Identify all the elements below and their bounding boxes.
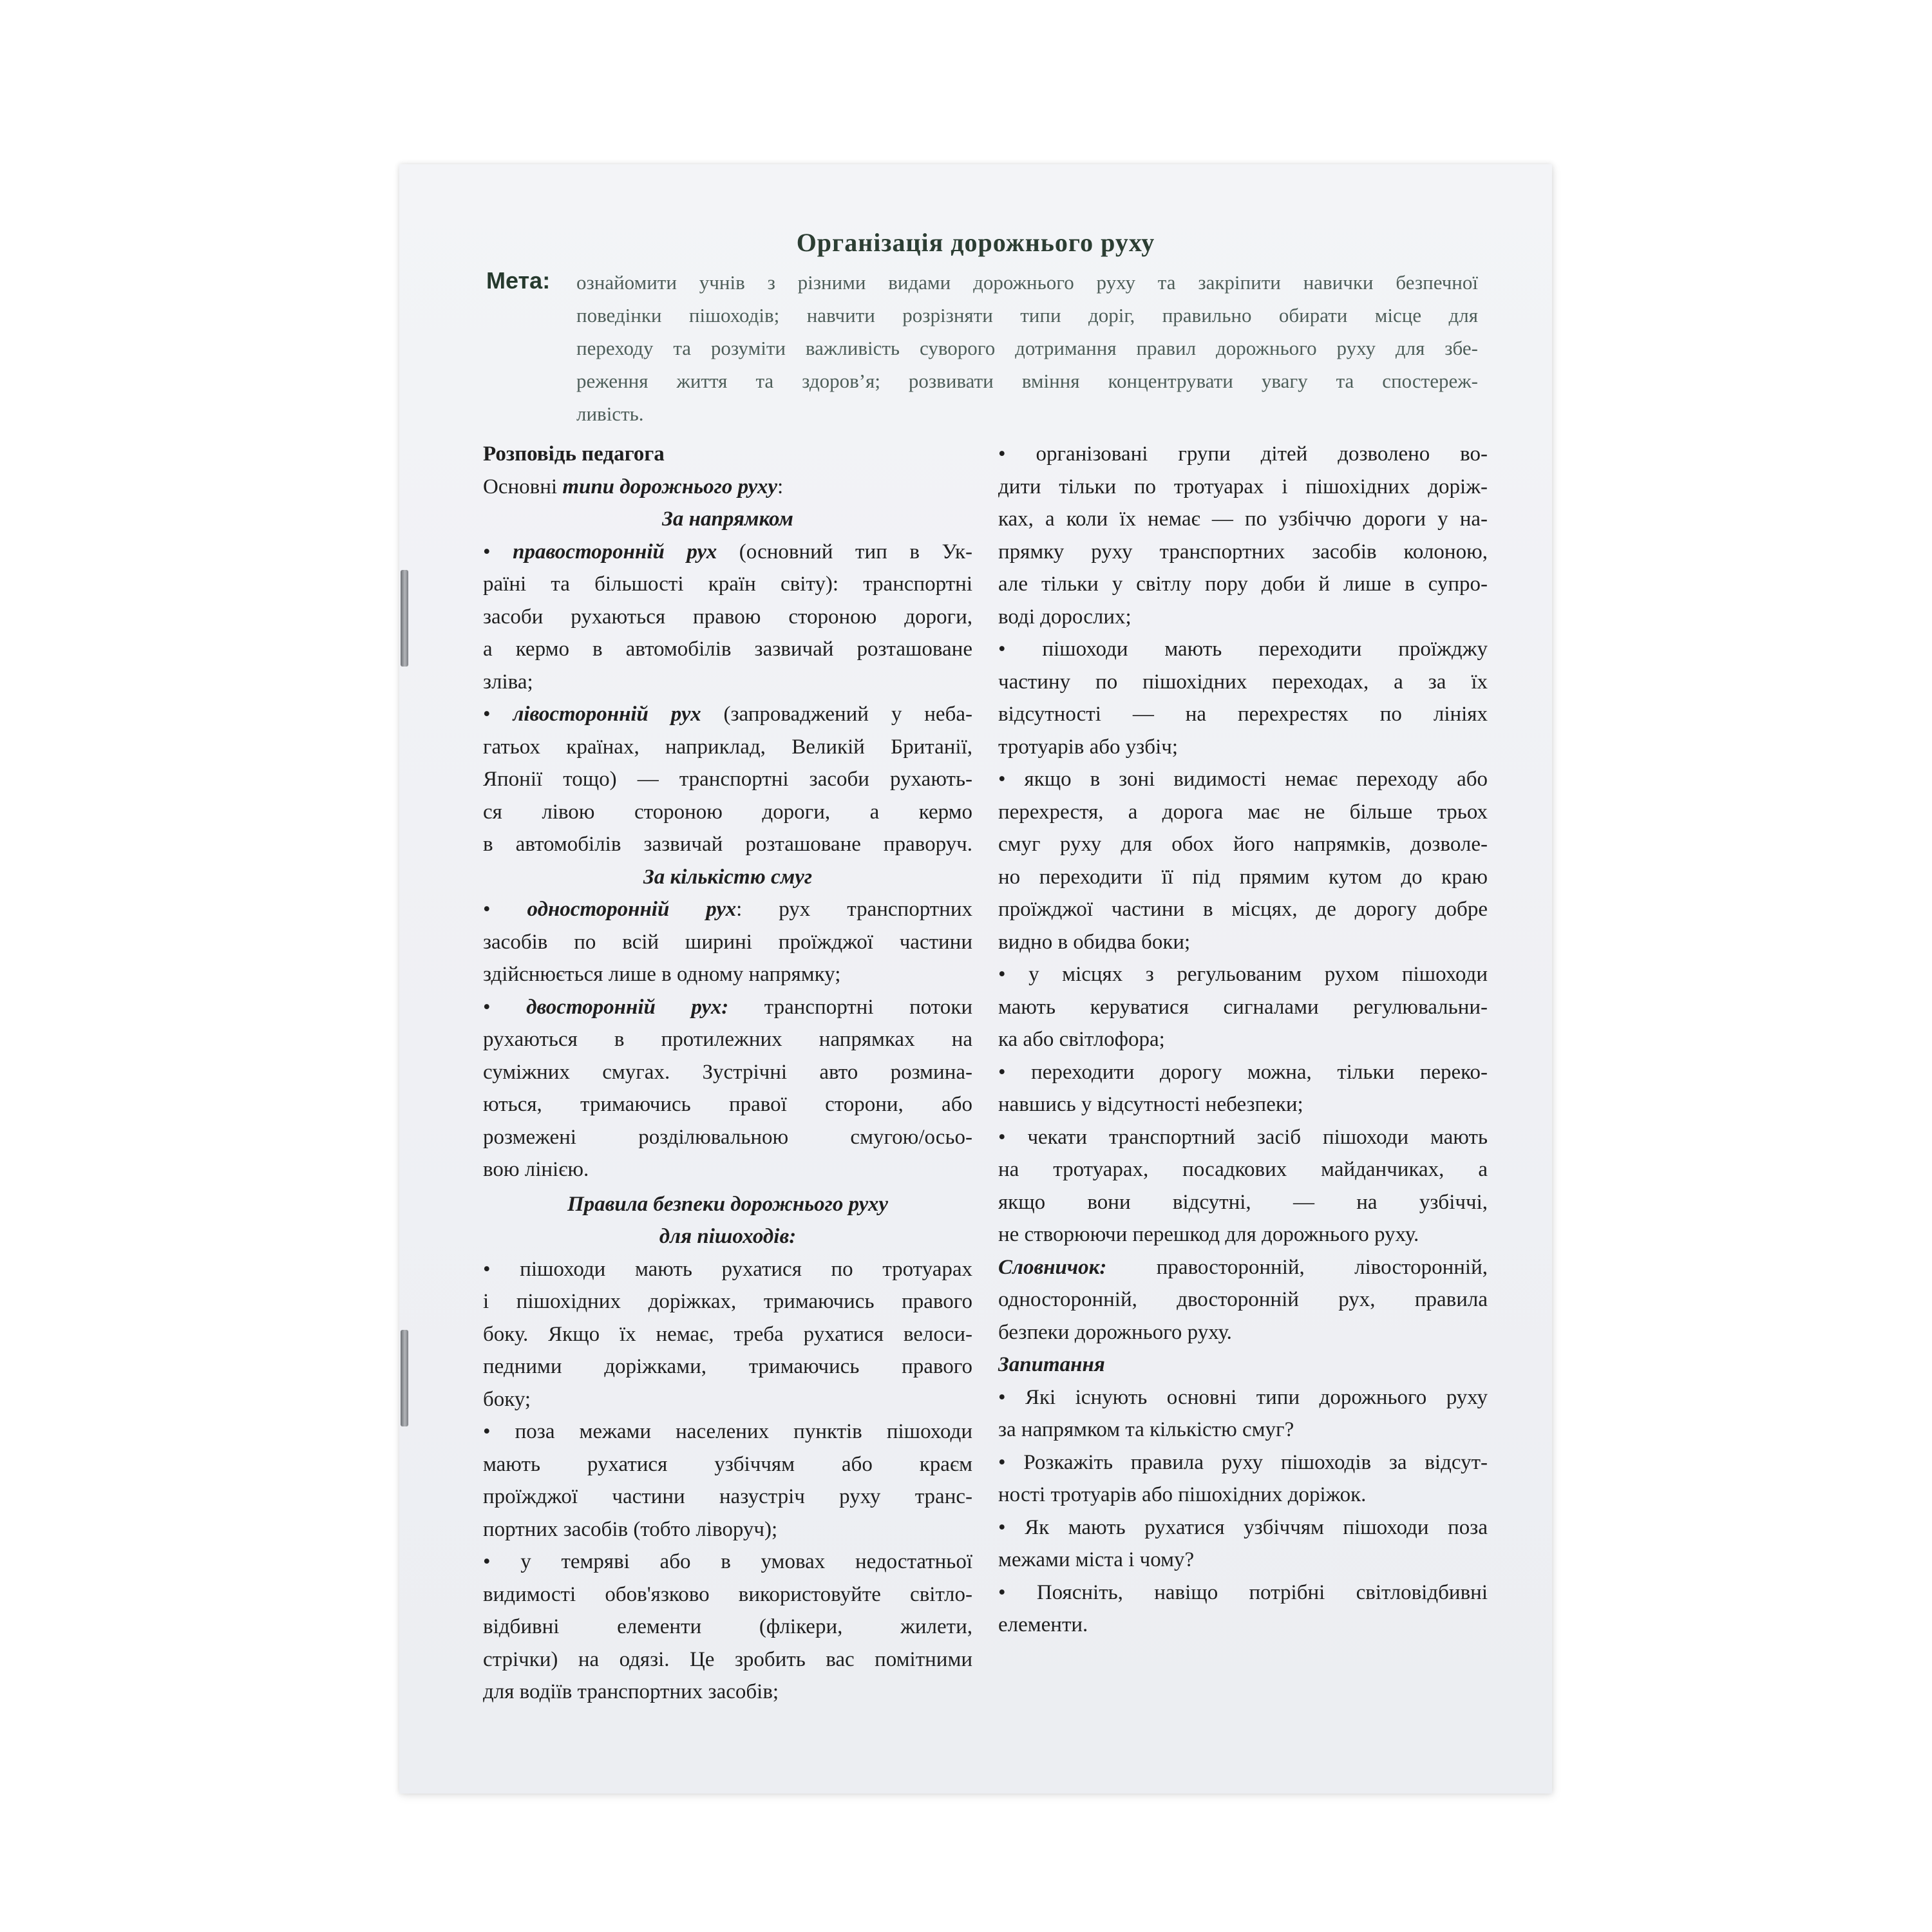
goal-line: реження життя та здоров’я; розвивати вміння концентрувати увагу та спостереж- (576, 370, 1478, 392)
subheading-direction: За напрямком (662, 507, 793, 531)
left-column (483, 438, 972, 1709)
rule-line: видно в обидва боки; (998, 930, 1191, 954)
text-line: раїні та більшості країн світу): транспортні (483, 573, 972, 596)
text-line: ся лівою стороною дороги, а кермо (483, 800, 972, 824)
one-way-term: односторонній рух (527, 898, 737, 921)
rule-line: частину по пішохідних переходах, а за їх (998, 670, 1488, 694)
rule-line: якщо вони відсутні, — на узбіччі, (998, 1190, 1488, 1214)
rule-line: відбивні елементи (флікери, жилети, (483, 1615, 972, 1638)
text-line: зліва; (483, 670, 533, 694)
text-line: в автомобілів зазвичай розташоване праворуч. (483, 833, 972, 856)
rule-line: воді дорослих; (998, 605, 1132, 629)
text-line: ються, тримаючись правої сторони, або (483, 1093, 972, 1116)
text-line: Японії тощо) — транспортні засоби рухають- (483, 768, 972, 791)
goal-text (576, 266, 1478, 430)
story-heading: Розповідь педагога (483, 442, 665, 466)
right-hand-line: • правосторонній рух (основний тип в Ук- (483, 540, 972, 564)
rule-line: педними доріжками, тримаючись правого (483, 1355, 972, 1378)
rule-line: • організовані групи дітей дозволено во- (998, 442, 1488, 466)
rules-heading-line2: для пішоходів: (659, 1225, 797, 1248)
two-way-text: транспортні потоки (728, 995, 972, 1019)
right-hand-text: (основний тип в Ук- (717, 540, 972, 564)
left-hand-term: лівосторонній рух (513, 703, 701, 726)
booklet-page (399, 164, 1552, 1794)
subheading-lanes: За кількістю смуг (643, 865, 813, 889)
rule-line: • у темряві або в умовах недостатньої (483, 1550, 972, 1573)
one-way-text: : рух транспортних (736, 898, 972, 921)
rule-line: прямку руху транспортних засобів колоною, (998, 540, 1488, 564)
text-line: розмежені розділювальною смугою/осьо- (483, 1125, 972, 1149)
staple-bottom (401, 1330, 408, 1426)
types-intro-colon: : (777, 475, 784, 498)
one-way-line: • односторонній рух: рух транспортних (483, 898, 972, 921)
rule-line: портних засобів (тобто ліворуч); (483, 1517, 778, 1541)
question-line: • Які існують основні типи дорожнього руху (998, 1385, 1488, 1409)
rule-line: • пішоходи мають рухатися по тротуарах (483, 1257, 972, 1281)
text-line: засоби рухаються правою стороною дороги, (483, 605, 972, 629)
rule-line: ка або світлофора; (998, 1028, 1165, 1051)
goal-section (486, 266, 1478, 433)
glossary-label: Словничок: (998, 1255, 1107, 1279)
left-hand-line: • лівосторонній рух (запроваджений у неба- (483, 703, 972, 726)
question-line: елементи. (998, 1613, 1088, 1636)
question-line: • Поясніть, навіщо потрібні світловідбивні (998, 1580, 1488, 1604)
two-way-term: двосторонній рух: (526, 995, 729, 1019)
text-line: засобів по всій ширині проїжджої частини (483, 930, 972, 954)
right-hand-term: правосторонній рух (513, 540, 717, 564)
goal-line: ливість. (576, 402, 644, 425)
text-line: а кермо в автомобілів зазвичай розташоване (483, 638, 972, 661)
rule-line: но переходити її під прямим кутом до краю (998, 865, 1488, 889)
questions-heading: Запитання (998, 1353, 1105, 1376)
rule-line: відсутності — на перехрестях по лініях (998, 703, 1488, 726)
rule-line: боку. Якщо їх немає, треба рухатися велоси- (483, 1322, 972, 1346)
text-line: гатьох країнах, наприклад, Великій Британії, (483, 735, 972, 759)
rule-line: тротуарів або узбіч; (998, 735, 1179, 759)
question-line: межами міста і чому? (998, 1548, 1195, 1571)
rule-line: • якщо в зоні видимості немає переходу або (998, 768, 1488, 791)
right-column (998, 438, 1488, 1642)
glossary-line: безпеки дорожнього руху. (998, 1320, 1232, 1344)
staple-top (401, 570, 408, 667)
goal-line: поведінки пішоходів; навчити розрізняти типи доріг, правильно обирати місце для (576, 304, 1478, 327)
page-title: Організація дорожнього руху (796, 228, 1155, 257)
rule-line: на тротуарах, посадкових майданчиках, а (998, 1158, 1488, 1181)
goal-label: Мета: (486, 267, 551, 294)
question-line: • Як мають рухатися узбіччям пішоходи поза (998, 1515, 1488, 1539)
text-line: здійснюється лише в одному напрямку; (483, 963, 841, 986)
rule-line: стрічки) на одязі. Це зробить вас помітними (483, 1647, 972, 1671)
glossary-text: правосторонній, лівосторонній, (1106, 1255, 1488, 1279)
types-intro (483, 471, 972, 504)
text-line: рухаються в протилежних напрямках на (483, 1028, 972, 1051)
goal-line: ознайомити учнів з різними видами дорожнього руху та закріпити навички безпечної (576, 271, 1478, 294)
rule-line: • переходити дорогу можна, тільки переко- (998, 1060, 1488, 1084)
question-line: за напрямком та кількістю смуг? (998, 1418, 1294, 1441)
rule-line: видимості обов'язково використовуйте світло- (483, 1582, 972, 1606)
question-line: ності тротуарів або пішохідних доріжок. (998, 1483, 1367, 1506)
rule-line: ках, а коли їх немає — по узбіччю дороги у на- (998, 507, 1488, 531)
rule-line: перехрестя, а дорога має не більше трьох (998, 800, 1488, 824)
two-way-line: • двосторонній рух: транспортні потоки (483, 995, 972, 1019)
glossary-line (998, 1251, 1488, 1284)
question-line: • Розкажіть правила руху пішоходів за відсут- (998, 1450, 1488, 1474)
rule-line: дити тільки по тротуарах і пішохідних доріж- (998, 475, 1488, 498)
rule-line: мають рухатися узбіччям або краєм (483, 1452, 972, 1476)
rule-line: навшись у відсутності небезпеки; (998, 1093, 1303, 1116)
rule-line: не створюючи перешкод для дорожнього руху. (998, 1223, 1419, 1246)
types-intro-text: Основні (483, 475, 563, 498)
rule-line: смуг руху для обох його напрямків, дозволе- (998, 833, 1488, 856)
rule-line: • у місцях з регульованим рухом пішоходи (998, 963, 1488, 986)
rule-line: • чекати транспортний засіб пішоходи мають (998, 1125, 1488, 1149)
text-line: суміжних смугах. Зустрічні авто розмина- (483, 1060, 972, 1084)
rules-heading-line1: Правила безпеки дорожнього руху (567, 1192, 889, 1216)
rule-line: проїжджої частини в місцях, де дорогу добре (998, 898, 1488, 921)
goal-line: переходу та розуміти важливість суворого дотримання правил дорожнього руху для збе- (576, 337, 1478, 359)
left-hand-text: (запроваджений у неба- (701, 703, 972, 726)
rule-line: боку; (483, 1387, 531, 1411)
rule-line: • поза межами населених пунктів пішоходи (483, 1420, 972, 1443)
glossary-line: односторонній, двосторонній рух, правила (998, 1288, 1488, 1311)
types-intro-term: типи дорожнього руху (562, 475, 778, 498)
rule-line: для водіїв транспортних засобів; (483, 1680, 779, 1703)
rule-line: проїжджої частини назустріч руху транс- (483, 1485, 972, 1508)
rule-line: але тільки у світлу пору доби й лише в супро- (998, 573, 1488, 596)
text-line: вою лінією. (483, 1158, 589, 1181)
rule-line: і пішохідних доріжках, тримаючись правого (483, 1290, 972, 1313)
rule-line: мають керуватися сигналами регулювальни- (998, 995, 1488, 1019)
rule-line: • пішоходи мають переходити проїжджу (998, 638, 1488, 661)
